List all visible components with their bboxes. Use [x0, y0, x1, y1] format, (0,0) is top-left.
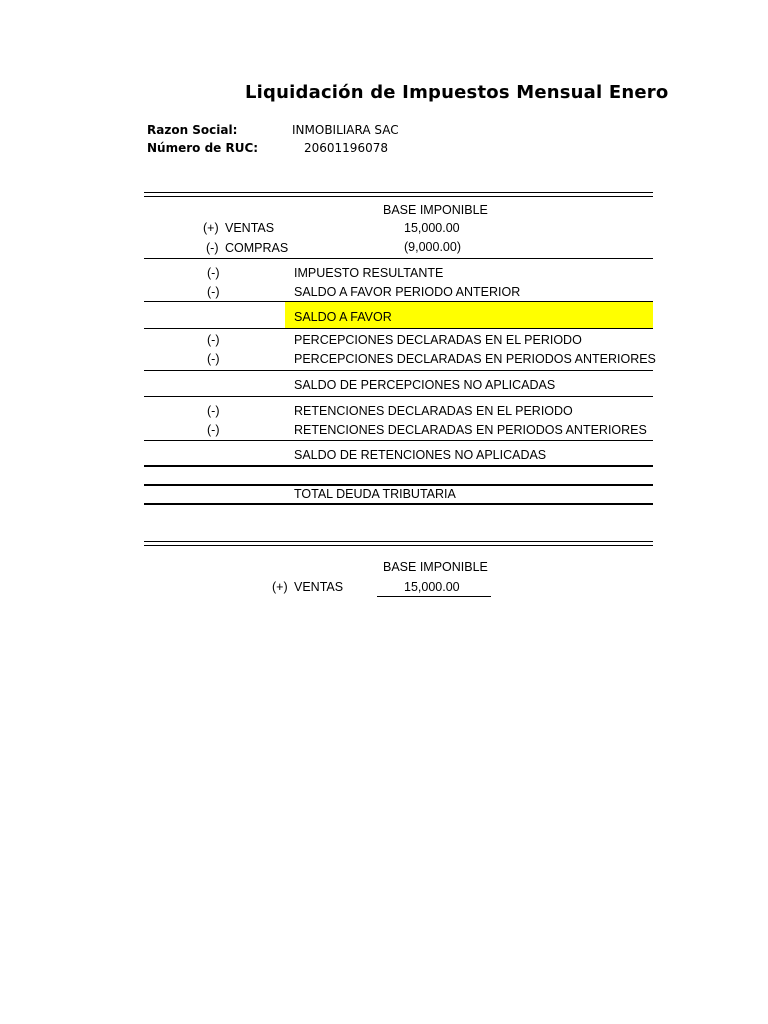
row-sign: (-): [207, 404, 220, 418]
row-label: SALDO DE RETENCIONES NO APLICADAS: [294, 448, 547, 462]
divider: [144, 196, 653, 197]
base-imponible-header: BASE IMPONIBLE: [383, 560, 488, 574]
divider: [144, 328, 653, 329]
razon-social-value: INMOBILIARA SAC: [292, 123, 399, 137]
row-label: IMPUESTO RESULTANTE: [294, 266, 444, 280]
compras-sign: (-): [206, 241, 219, 255]
ventas-label: VENTAS: [294, 580, 344, 594]
ruc-value: 20601196078: [304, 141, 388, 155]
divider: [144, 440, 653, 441]
divider: [144, 503, 653, 505]
row-label: RETENCIONES DECLARADAS EN EL PERIODO: [294, 404, 573, 418]
divider: [144, 545, 653, 546]
row-sign: (-): [207, 266, 220, 280]
row-sign: (-): [207, 285, 220, 299]
compras-value: (9,000.00): [404, 240, 461, 254]
ventas-value: 15,000.00: [404, 221, 460, 235]
row-label: RETENCIONES DECLARADAS EN PERIODOS ANTERIORES: [294, 423, 647, 437]
base-imponible-header: BASE IMPONIBLE: [383, 203, 488, 217]
ventas-value: 15,000.00: [404, 580, 460, 594]
ventas-sign: (+): [272, 580, 288, 594]
razon-social-label: Razon Social:: [147, 123, 238, 137]
row-sign: (-): [207, 333, 220, 347]
compras-label: COMPRAS: [225, 241, 289, 255]
ventas-sign: (+): [203, 221, 219, 235]
row-sign: (-): [207, 352, 220, 366]
divider: [144, 370, 653, 371]
row-label: SALDO A FAVOR: [294, 310, 392, 324]
row-sign: (-): [207, 423, 220, 437]
divider: [144, 258, 653, 259]
row-label: PERCEPCIONES DECLARADAS EN EL PERIODO: [294, 333, 582, 347]
divider: [144, 484, 653, 486]
row-label: SALDO A FAVOR PERIODO ANTERIOR: [294, 285, 521, 299]
ruc-label: Número de RUC:: [147, 141, 259, 155]
row-label: PERCEPCIONES DECLARADAS EN PERIODOS ANTERIORES: [294, 352, 656, 366]
value-underline: [377, 596, 491, 597]
page-title: Liquidación de Impuestos Mensual Enero: [245, 82, 669, 103]
divider: [144, 396, 653, 397]
row-label: SALDO DE PERCEPCIONES NO APLICADAS: [294, 378, 556, 392]
ventas-label: VENTAS: [225, 221, 275, 235]
divider: [144, 192, 653, 193]
divider: [144, 465, 653, 467]
divider: [144, 541, 653, 542]
total-deuda-label: TOTAL DEUDA TRIBUTARIA: [294, 487, 456, 501]
